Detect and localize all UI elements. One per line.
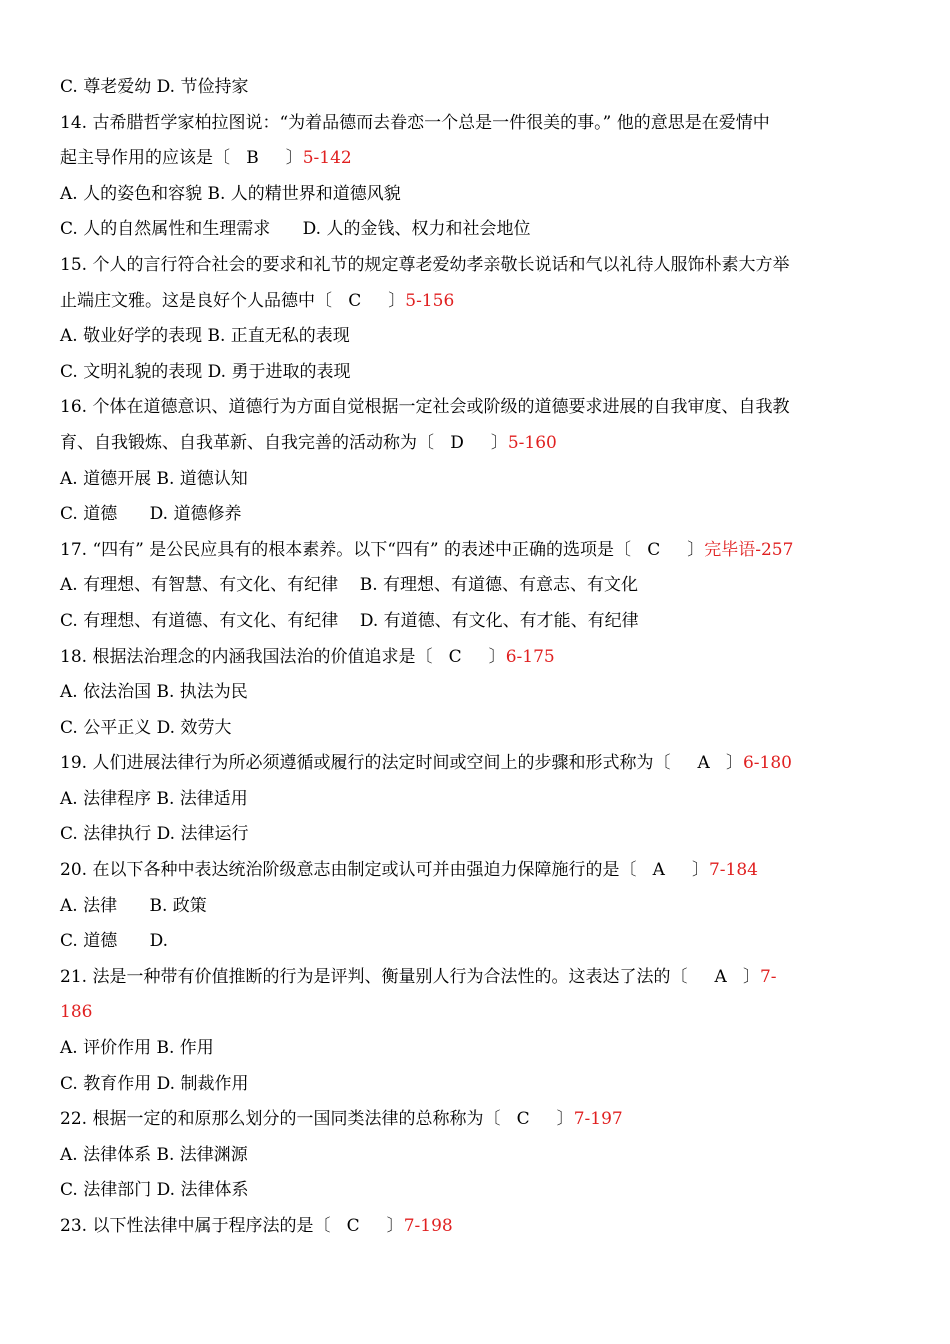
page-reference: 5-160: [507, 432, 557, 453]
line-text: 起主导作用的应该是〔 B 〕: [60, 148, 303, 169]
text-line: [60, 640, 900, 676]
line-text: C. 道德 D. 道德修养: [60, 504, 242, 525]
text-line: [60, 889, 900, 925]
text-line: [60, 995, 900, 1031]
line-text: C. 教育作用 D. 制裁作用: [60, 1073, 249, 1094]
text-line: [60, 960, 900, 996]
line-text: A. 法律程序 B. 法律适用: [60, 788, 248, 809]
line-text: C. 尊老爱幼 D. 节俭持家: [60, 77, 249, 97]
text-line: [60, 390, 900, 426]
text-line: [60, 533, 900, 569]
line-text: 19. 人们进展法律行为所必须遵循或履行的法定时间或空间上的步骤和形式称为〔 A 〕: [60, 753, 743, 774]
line-text: 止端庄文雅。这是良好个人品德中〔 C 〕: [60, 290, 406, 311]
text-line: [60, 746, 900, 782]
line-text: 17. “四有” 是公民应具有的根本素养。以下“四有” 的表述中正确的选项是〔 C 〕: [60, 539, 705, 560]
line-text: 育、自我锻炼、自我革新、自我完善的活动称为〔 D 〕: [60, 432, 508, 453]
line-text: A. 法律 B. 政策: [60, 895, 207, 916]
text-line: [60, 817, 900, 853]
text-line: [60, 1102, 900, 1138]
page-reference: 6-175: [505, 646, 555, 667]
page-reference: 7-: [759, 966, 777, 987]
text-line: [60, 1067, 900, 1103]
page-reference: 完毕语-257: [704, 539, 794, 560]
text-line: [60, 462, 900, 498]
text-line: [60, 782, 900, 818]
text-line: [60, 711, 900, 747]
line-text: C. 人的自然属性和生理需求 D. 人的金钱、权力和社会地位: [60, 219, 531, 240]
line-text: 14. 古希腊哲学家柏拉图说：“为着品德而去眷恋一个总是一件很美的事。” 他的意思是在爱情中: [60, 112, 770, 133]
line-text: C. 有理想、有道德、有文化、有纪律 D. 有道德、有文化、有才能、有纪律: [60, 610, 639, 631]
text-line: [60, 106, 900, 142]
line-text: A. 法律体系 B. 法律渊源: [60, 1144, 248, 1165]
line-text: 23. 以下性法律中属于程序法的是〔 C 〕: [60, 1216, 404, 1236]
line-text: A. 依法治国 B. 执法为民: [60, 682, 248, 703]
text-line: [60, 1209, 900, 1245]
page-reference: 7-198: [403, 1216, 453, 1236]
text-line: [60, 70, 900, 106]
text-line: [60, 1138, 900, 1174]
line-text: A. 道德开展 B. 道德认知: [60, 468, 248, 489]
line-text: 20. 在以下各种中表达统治阶级意志由制定或认可并由强迫力保障施行的是〔 A 〕: [60, 860, 709, 881]
line-text: C. 文明礼貌的表现 D. 勇于进取的表现: [60, 361, 351, 382]
line-text: 21. 法是一种带有价值推断的行为是评判、衡量别人行为合法性的。这表达了法的〔 A 〕: [60, 966, 760, 987]
document-page: [60, 70, 900, 1245]
text-line: [60, 924, 900, 960]
text-line: [60, 212, 900, 248]
line-text: A. 评价作用 B. 作用: [60, 1038, 214, 1059]
text-line: [60, 141, 900, 177]
page-reference: 5-142: [302, 148, 352, 169]
page-reference: 6-180: [742, 753, 792, 774]
text-line: [60, 426, 900, 462]
line-text: C. 道德 D.: [60, 931, 169, 952]
page-reference: 186: [60, 1002, 93, 1023]
page-reference: 7-197: [573, 1109, 623, 1130]
line-text: C. 法律执行 D. 法律运行: [60, 824, 249, 845]
text-line: [60, 355, 900, 391]
line-text: C. 法律部门 D. 法律体系: [60, 1180, 249, 1201]
text-line: [60, 177, 900, 213]
text-line: [60, 1173, 900, 1209]
line-text: 16. 个体在道德意识、道德行为方面自觉根据一定社会或阶级的道德要求进展的自我审度、自我教: [60, 397, 790, 418]
text-line: [60, 675, 900, 711]
line-text: 22. 根据一定的和原那么划分的一国同类法律的总称称为〔 C 〕: [60, 1109, 574, 1130]
text-line: [60, 853, 900, 889]
text-line: [60, 1031, 900, 1067]
line-text: C. 公平正义 D. 效劳大: [60, 717, 232, 738]
line-text: A. 人的姿色和容貌 B. 人的精世界和道德风貌: [60, 183, 401, 204]
line-text: A. 敬业好学的表现 B. 正直无私的表现: [60, 326, 350, 347]
text-line: [60, 284, 900, 320]
line-text: A. 有理想、有智慧、有文化、有纪律 B. 有理想、有道德、有意志、有文化: [60, 575, 638, 596]
text-line: [60, 568, 900, 604]
page-reference: 5-156: [405, 290, 455, 311]
line-text: 15. 个人的言行符合社会的要求和礼节的规定尊老爱幼孝亲敬长说话和气以礼待人服饰朴素大方举: [60, 254, 790, 275]
text-line: [60, 319, 900, 355]
text-line: [60, 604, 900, 640]
line-text: 18. 根据法治理念的内涵我国法治的价值追求是〔 C 〕: [60, 646, 506, 667]
text-line: [60, 248, 900, 284]
text-line: [60, 497, 900, 533]
page-reference: 7-184: [708, 860, 758, 881]
